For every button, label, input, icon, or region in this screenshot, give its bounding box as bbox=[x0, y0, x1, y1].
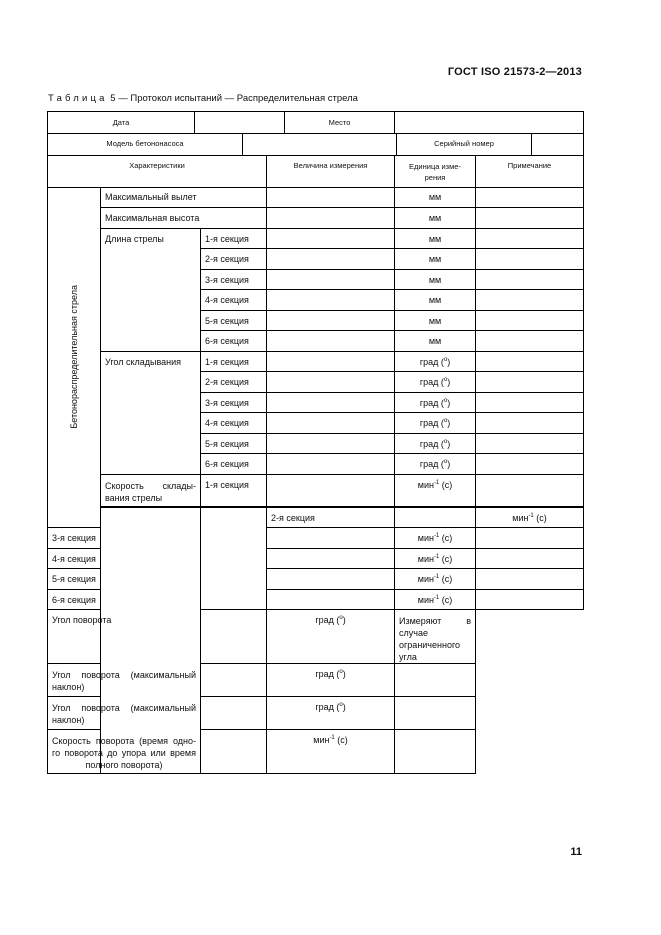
deg-suffix: ) bbox=[447, 459, 451, 469]
rotation-tilt-line2: наклон) bbox=[52, 715, 85, 725]
deg-suffix: ) bbox=[447, 418, 451, 428]
max-reach-label: Максимальный вылет bbox=[101, 187, 267, 208]
deg-suffix: ) bbox=[342, 669, 346, 679]
note-cell[interactable] bbox=[476, 433, 584, 454]
section-label: 4-я секция bbox=[201, 413, 267, 434]
deg-prefix: град ( bbox=[315, 702, 340, 712]
min-suffix: (с) bbox=[439, 479, 453, 490]
min-prefix: мин bbox=[417, 594, 434, 605]
section-label: 6-я секция bbox=[201, 454, 267, 475]
note-cell[interactable] bbox=[476, 569, 584, 590]
deg-prefix: град ( bbox=[419, 397, 444, 408]
col-unit-line1: Единица изме- bbox=[409, 162, 461, 171]
section-label: 2-я секция bbox=[201, 249, 267, 270]
note-cell[interactable] bbox=[476, 589, 584, 610]
deg-prefix: град ( bbox=[419, 459, 444, 469]
section-label: 1-я секция bbox=[201, 228, 267, 249]
value-cell[interactable] bbox=[267, 372, 395, 393]
section-label: 6-я секция bbox=[201, 331, 267, 352]
section-label: 5-я секция bbox=[48, 569, 101, 590]
unit-cell bbox=[395, 351, 476, 372]
unit-cell bbox=[395, 413, 476, 434]
section-label: 4-я секция bbox=[201, 290, 267, 311]
section-label: 5-я секция bbox=[201, 433, 267, 454]
note-cell[interactable] bbox=[476, 249, 584, 270]
rotation-note bbox=[395, 610, 476, 664]
deg-prefix: град ( bbox=[419, 377, 444, 387]
rotation-speed-line3: полного поворота) bbox=[85, 760, 163, 770]
value-cell[interactable] bbox=[267, 548, 395, 569]
pump-model-label: Модель бетононасоса bbox=[48, 133, 243, 155]
group-label: Бетонораспределительная стрела bbox=[69, 285, 79, 429]
note-cell[interactable] bbox=[476, 528, 584, 549]
value-cell[interactable] bbox=[267, 474, 395, 507]
unit-cell: мм bbox=[395, 187, 476, 208]
unit-cell: мм bbox=[395, 269, 476, 290]
rotation-tilt-line1: Угол поворота (максимальный bbox=[52, 703, 196, 713]
deg-sup: о bbox=[443, 356, 448, 363]
rotation-tilt-line2: наклон) bbox=[52, 682, 85, 692]
unit-cell bbox=[395, 433, 476, 454]
unit-cell: мм bbox=[395, 208, 476, 229]
section-label: 2-я секция bbox=[201, 372, 267, 393]
value-cell[interactable] bbox=[267, 433, 395, 454]
section-label: 1-я секция bbox=[201, 351, 267, 372]
unit-cell bbox=[267, 664, 395, 697]
value-cell[interactable] bbox=[267, 331, 395, 352]
note-cell[interactable] bbox=[476, 228, 584, 249]
section-label: 3-я секция bbox=[201, 269, 267, 290]
unit-cell: мм bbox=[395, 290, 476, 311]
deg-sup: о bbox=[443, 418, 448, 424]
standard-designation: ГОСТ ISO 21573-2—2013 bbox=[447, 66, 582, 78]
folding-speed-continued bbox=[201, 507, 267, 610]
col-unit bbox=[395, 155, 476, 187]
unit-cell bbox=[395, 548, 476, 569]
page-number: 11 bbox=[570, 846, 582, 858]
col-unit-line2: рения bbox=[424, 173, 446, 182]
deg-suffix: ) bbox=[342, 615, 346, 625]
value-cell[interactable] bbox=[267, 269, 395, 290]
table-caption bbox=[48, 93, 358, 104]
value-cell[interactable] bbox=[267, 589, 395, 610]
value-cell[interactable] bbox=[267, 454, 395, 475]
min-suffix: (с) bbox=[439, 594, 453, 605]
value-cell[interactable] bbox=[201, 730, 267, 774]
section-label: 5-я секция bbox=[201, 310, 267, 331]
value-cell[interactable] bbox=[267, 187, 395, 208]
unit-cell: мм bbox=[395, 228, 476, 249]
rotation-speed-line2: го поворота до упора или время bbox=[52, 748, 196, 758]
unit-cell: мм bbox=[395, 331, 476, 352]
min-suffix: (с) bbox=[439, 553, 453, 564]
note-cell[interactable] bbox=[476, 351, 584, 372]
max-height-label: Максимальная высота bbox=[101, 208, 267, 229]
rotation-speed-line1: Скорость поворота (время одно- bbox=[52, 736, 196, 746]
min-prefix: мин bbox=[417, 553, 434, 564]
note-cell[interactable] bbox=[476, 548, 584, 569]
note-cell[interactable] bbox=[476, 392, 584, 413]
deg-sup: о bbox=[339, 669, 343, 675]
rotation-speed-label bbox=[48, 730, 201, 774]
unit-cell bbox=[395, 569, 476, 590]
caption-number: 5 bbox=[110, 93, 116, 104]
deg-sup: о bbox=[339, 615, 343, 621]
value-cell[interactable] bbox=[267, 351, 395, 372]
min-sup: -1 bbox=[433, 533, 440, 539]
note-cell[interactable] bbox=[476, 331, 584, 352]
note-cell[interactable] bbox=[476, 290, 584, 311]
date-label: Дата bbox=[48, 112, 195, 134]
value-cell[interactable] bbox=[267, 208, 395, 229]
unit-cell: мм bbox=[395, 249, 476, 270]
note-cell[interactable] bbox=[476, 454, 584, 475]
deg-sup: о bbox=[443, 377, 448, 383]
rotation-tilt-label-2 bbox=[48, 697, 201, 730]
serial-label: Серийный номер bbox=[397, 133, 532, 155]
group-cell bbox=[48, 187, 101, 528]
value-cell[interactable] bbox=[201, 697, 267, 730]
folding-angle-label: Угол складывания bbox=[101, 351, 201, 474]
section-label: 4-я секция bbox=[48, 548, 101, 569]
value-cell[interactable] bbox=[267, 528, 395, 549]
boom-length-label: Длина стрелы bbox=[101, 228, 201, 351]
section-label: 2-я секция bbox=[267, 507, 395, 528]
note-cell[interactable] bbox=[395, 730, 476, 774]
value-cell[interactable] bbox=[267, 569, 395, 590]
value-cell[interactable] bbox=[267, 310, 395, 331]
serial-field[interactable] bbox=[532, 133, 584, 155]
deg-prefix: град ( bbox=[419, 438, 444, 449]
note-cell[interactable] bbox=[476, 269, 584, 290]
value-cell[interactable] bbox=[201, 664, 267, 697]
rotation-tilt-label bbox=[48, 664, 201, 697]
folding-speed-line2: вания стрелы bbox=[105, 492, 163, 503]
folding-speed-label bbox=[101, 474, 201, 507]
caption-title: — Протокол испытаний — Распределительная стрела bbox=[115, 93, 358, 104]
min-prefix: мин bbox=[417, 574, 434, 584]
columns-header-table bbox=[47, 155, 584, 188]
min-suffix: (с) bbox=[439, 574, 453, 584]
deg-suffix: ) bbox=[447, 397, 451, 408]
min-sup: -1 bbox=[433, 594, 440, 601]
rotation-tilt-line1: Угол поворота (максимальный bbox=[52, 670, 196, 680]
unit-cell bbox=[267, 697, 395, 730]
deg-sup: о bbox=[443, 397, 448, 404]
deg-suffix: ) bbox=[447, 377, 451, 387]
folding-speed-line1: Скорость склады- bbox=[105, 480, 196, 491]
deg-prefix: град ( bbox=[315, 615, 340, 625]
deg-sup: о bbox=[339, 702, 343, 708]
min-suffix: (с) bbox=[334, 735, 348, 745]
note-cell[interactable] bbox=[395, 697, 476, 730]
min-sup: -1 bbox=[433, 479, 440, 486]
deg-prefix: град ( bbox=[315, 669, 340, 679]
section-label: 6-я секция bbox=[48, 589, 101, 610]
unit-cell bbox=[395, 392, 476, 413]
place-label: Место bbox=[285, 112, 395, 134]
deg-sup: о bbox=[443, 459, 448, 465]
unit-cell bbox=[395, 372, 476, 393]
min-suffix: (с) bbox=[533, 513, 547, 523]
min-prefix: мин bbox=[313, 735, 330, 745]
unit-cell bbox=[395, 528, 476, 549]
value-cell[interactable] bbox=[267, 413, 395, 434]
unit-cell bbox=[395, 474, 476, 507]
deg-suffix: ) bbox=[447, 356, 451, 367]
min-suffix: (с) bbox=[439, 533, 453, 543]
min-sup: -1 bbox=[433, 574, 440, 580]
deg-suffix: ) bbox=[447, 438, 451, 449]
section-label: 3-я секция bbox=[201, 392, 267, 413]
min-prefix: мин bbox=[512, 513, 529, 523]
rotation-note-line2: ограниченного угла bbox=[399, 640, 461, 662]
protocol-model-table bbox=[47, 133, 584, 156]
min-prefix: мин bbox=[417, 533, 434, 543]
deg-prefix: град ( bbox=[419, 356, 444, 367]
deg-prefix: град ( bbox=[419, 418, 444, 428]
unit-cell bbox=[395, 589, 476, 610]
note-cell[interactable] bbox=[476, 187, 584, 208]
boom-measurements-table bbox=[47, 187, 584, 774]
note-cell[interactable] bbox=[476, 208, 584, 229]
note-cell[interactable] bbox=[476, 474, 584, 507]
section-label: 1-я секция bbox=[201, 474, 267, 507]
rotation-note-line1: Измеряют в случае bbox=[399, 616, 472, 638]
place-field[interactable] bbox=[395, 112, 584, 134]
deg-suffix: ) bbox=[342, 702, 346, 712]
deg-sup: о bbox=[443, 438, 448, 445]
date-field[interactable] bbox=[195, 112, 285, 134]
value-cell[interactable] bbox=[267, 392, 395, 413]
col-value: Величина измерения bbox=[267, 155, 395, 187]
value-cell[interactable] bbox=[267, 228, 395, 249]
min-sup: -1 bbox=[433, 553, 440, 560]
rotation-angle-label: Угол поворота bbox=[48, 610, 267, 664]
note-cell[interactable] bbox=[476, 413, 584, 434]
col-note: Примечание bbox=[476, 155, 584, 187]
value-cell[interactable] bbox=[267, 249, 395, 270]
caption-label: Таблица bbox=[48, 93, 108, 104]
pump-model-field[interactable] bbox=[243, 133, 397, 155]
value-cell[interactable] bbox=[395, 507, 476, 528]
min-prefix: мин bbox=[417, 479, 434, 490]
min-sup: -1 bbox=[528, 513, 534, 519]
unit-cell: мм bbox=[395, 310, 476, 331]
unit-cell bbox=[476, 507, 584, 528]
note-cell[interactable] bbox=[395, 664, 476, 697]
unit-cell bbox=[267, 730, 395, 774]
note-cell[interactable] bbox=[476, 310, 584, 331]
protocol-header-table bbox=[47, 111, 584, 134]
section-label: 3-я секция bbox=[48, 528, 101, 549]
col-characteristics: Характеристики bbox=[48, 155, 267, 187]
note-cell[interactable] bbox=[476, 372, 584, 393]
min-sup: -1 bbox=[329, 735, 335, 741]
unit-cell bbox=[267, 610, 395, 664]
value-cell[interactable] bbox=[267, 290, 395, 311]
unit-cell bbox=[395, 454, 476, 475]
